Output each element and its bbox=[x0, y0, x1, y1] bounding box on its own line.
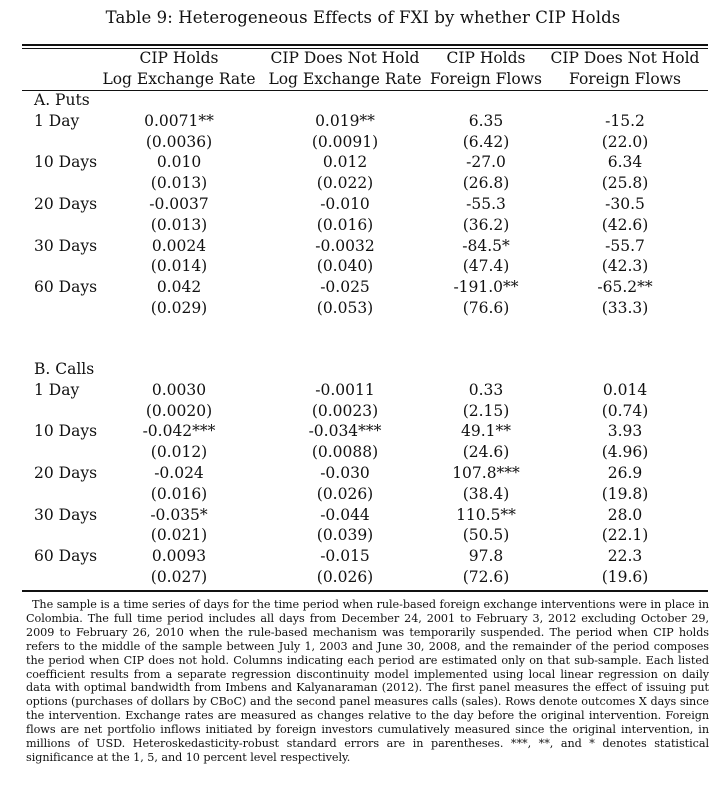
std-error-cell: (38.4) bbox=[462, 484, 510, 503]
estimate-cell: -0.0037 bbox=[149, 194, 209, 213]
std-error-row bbox=[22, 256, 708, 277]
std-error-cell: (47.4) bbox=[462, 257, 510, 276]
estimate-cell: -0.042*** bbox=[142, 422, 216, 441]
std-error-row bbox=[22, 215, 708, 236]
panel-title-row bbox=[22, 90, 708, 111]
estimate-row bbox=[22, 463, 708, 484]
std-error-cell: (76.6) bbox=[462, 298, 510, 317]
std-error-cell: (0.016) bbox=[150, 484, 208, 503]
estimate-cell: -55.3 bbox=[466, 194, 506, 213]
std-error-cell: (0.74) bbox=[601, 401, 649, 420]
estimate-cell: 3.93 bbox=[607, 422, 643, 441]
row-label: 60 Days bbox=[34, 278, 98, 297]
estimate-cell: 49.1** bbox=[460, 422, 511, 441]
estimate-cell: 28.0 bbox=[607, 505, 643, 524]
std-error-cell: (33.3) bbox=[601, 298, 649, 317]
panel-title-row bbox=[22, 359, 708, 380]
header-col-4-line-2: Foreign Flows bbox=[569, 69, 681, 88]
header-col-2-line-1: CIP Does Not Hold bbox=[270, 49, 420, 67]
estimate-cell: 6.34 bbox=[607, 153, 643, 172]
row-label: 30 Days bbox=[34, 236, 98, 255]
std-error-cell: (0.022) bbox=[316, 174, 374, 193]
estimate-cell: -27.0 bbox=[466, 153, 506, 172]
estimate-cell: 0.019** bbox=[315, 111, 375, 130]
estimate-cell: 0.012 bbox=[322, 153, 368, 172]
std-error-cell: (0.053) bbox=[316, 298, 374, 317]
estimate-row bbox=[22, 111, 708, 132]
estimate-cell: -0.0032 bbox=[315, 236, 375, 255]
estimate-cell: -0.010 bbox=[320, 194, 370, 213]
std-error-row bbox=[22, 173, 708, 194]
row-label: 10 Days bbox=[34, 422, 98, 441]
estimate-cell: -0.035* bbox=[150, 505, 208, 524]
std-error-cell: (0.0091) bbox=[311, 132, 379, 151]
std-error-cell: (0.040) bbox=[316, 257, 374, 276]
std-error-cell: (26.8) bbox=[462, 174, 510, 193]
std-error-row bbox=[22, 484, 708, 505]
std-error-row bbox=[22, 567, 708, 588]
std-error-cell: (0.021) bbox=[150, 526, 208, 545]
std-error-cell: (42.6) bbox=[601, 215, 649, 234]
row-label: 1 Day bbox=[34, 111, 80, 130]
estimate-row bbox=[22, 236, 708, 257]
estimate-row bbox=[22, 505, 708, 526]
std-error-cell: (0.014) bbox=[150, 257, 208, 276]
std-error-cell: (0.026) bbox=[316, 484, 374, 503]
estimate-row bbox=[22, 546, 708, 567]
std-error-row bbox=[22, 298, 708, 319]
header-col-1-line-2: Log Exchange Rate bbox=[102, 69, 256, 88]
estimate-cell: -15.2 bbox=[605, 111, 645, 130]
estimate-cell: -0.034*** bbox=[308, 422, 382, 441]
estimate-cell: -0.025 bbox=[320, 278, 370, 297]
header-col-3-line-2: Foreign Flows bbox=[430, 69, 542, 88]
estimate-cell: 0.0024 bbox=[151, 236, 207, 255]
estimate-cell: 0.042 bbox=[156, 278, 202, 297]
estimate-cell: -191.0** bbox=[453, 278, 519, 297]
estimate-row bbox=[22, 277, 708, 298]
panel-title: B. Calls bbox=[34, 360, 95, 378]
std-error-cell: (0.029) bbox=[150, 298, 208, 317]
row-label: 20 Days bbox=[34, 463, 98, 482]
table-notes: The sample is a time series of days for the time period when rule-based foreign exchange interventions were in place in Colombia. The full time period includes all days from December 24, 2001 to February 3, 2012 excluding October 29, 2009 to February 26, 2010 when the rule-based mechanism was temporarily suspended. The period when CIP holds refers to the middle of the sample between July 1, 2003 and June 30, 2008, and the remainder of the period composes the period when CIP does not hold. Columns indicating each period are estimated only on that sub-sample. Each listed coefficient results from a separate regression discontinuity model implemented using local linear regression on daily data with optimal bandwidth from Imbens and Kalyanaraman (2012). The first panel measures the effect of issuing put options (purchases of dollars by CBoC) and the second panel measures calls (sales). Rows denote outcomes X days since the intervention. Exchange rates are measured as changes relative to the day before the original intervention. Foreign flows are net portfolio inflows initiated by foreign investors cumulatively measured since the original intervention, in millions of USD. Heteroskedasticity-robust standard errors are in parentheses. ***, **, and * denotes statistical significance at the 1, 5, and 10 percent level respectively. bbox=[26, 598, 709, 764]
estimate-cell: 0.0030 bbox=[151, 380, 207, 399]
estimate-cell: 0.0071** bbox=[144, 111, 214, 130]
estimate-cell: 97.8 bbox=[468, 547, 504, 566]
estimate-cell: -0.0011 bbox=[315, 380, 375, 399]
std-error-cell: (2.15) bbox=[462, 401, 510, 420]
std-error-cell: (0.013) bbox=[150, 174, 208, 193]
std-error-cell: (36.2) bbox=[462, 215, 510, 234]
std-error-cell: (0.0020) bbox=[145, 401, 213, 420]
estimate-cell: -84.5* bbox=[462, 236, 510, 255]
estimate-row bbox=[22, 194, 708, 215]
std-error-row bbox=[22, 132, 708, 153]
estimate-cell: 0.0093 bbox=[151, 547, 207, 566]
std-error-cell: (0.027) bbox=[150, 567, 208, 586]
std-error-cell: (50.5) bbox=[462, 526, 510, 545]
panel-title: A. Puts bbox=[34, 91, 90, 109]
estimate-cell: 0.33 bbox=[468, 380, 504, 399]
row-label: 30 Days bbox=[34, 505, 98, 524]
estimate-cell: 0.010 bbox=[156, 153, 202, 172]
estimate-cell: 0.014 bbox=[602, 380, 648, 399]
estimate-cell: -0.024 bbox=[154, 463, 204, 482]
estimate-row bbox=[22, 421, 708, 442]
std-error-cell: (0.0088) bbox=[311, 443, 379, 462]
estimate-cell: -30.5 bbox=[605, 194, 645, 213]
header-row-2 bbox=[22, 69, 708, 90]
column-headers bbox=[22, 48, 708, 90]
std-error-cell: (42.3) bbox=[601, 257, 649, 276]
header-col-2-line-2: Log Exchange Rate bbox=[268, 69, 422, 88]
estimate-cell: -65.2** bbox=[597, 278, 653, 297]
std-error-cell: (0.012) bbox=[150, 443, 208, 462]
std-error-cell: (0.0036) bbox=[145, 132, 213, 151]
estimate-cell: -55.7 bbox=[605, 236, 645, 255]
estimate-cell: -0.015 bbox=[320, 547, 370, 566]
estimate-cell: 26.9 bbox=[607, 463, 643, 482]
row-label: 10 Days bbox=[34, 153, 98, 172]
std-error-cell: (25.8) bbox=[601, 174, 649, 193]
std-error-cell: (19.6) bbox=[601, 567, 649, 586]
std-error-cell: (19.8) bbox=[601, 484, 649, 503]
header-col-3-line-1: CIP Holds bbox=[446, 49, 526, 67]
panel-calls bbox=[22, 359, 708, 588]
std-error-row bbox=[22, 442, 708, 463]
std-error-cell: (0.016) bbox=[316, 215, 374, 234]
header-row-1 bbox=[22, 48, 708, 69]
table-caption: Table 9: Heterogeneous Effects of FXI by whether CIP Holds bbox=[105, 8, 621, 27]
std-error-cell: (6.42) bbox=[462, 132, 510, 151]
std-error-row bbox=[22, 525, 708, 546]
row-label: 60 Days bbox=[34, 547, 98, 566]
estimate-cell: 22.3 bbox=[607, 547, 643, 566]
std-error-cell: (72.6) bbox=[462, 567, 510, 586]
panel-puts bbox=[22, 90, 708, 319]
estimate-row bbox=[22, 152, 708, 173]
std-error-cell: (4.96) bbox=[601, 443, 649, 462]
std-error-cell: (22.1) bbox=[601, 526, 649, 545]
std-error-row bbox=[22, 401, 708, 422]
header-col-1-line-1: CIP Holds bbox=[139, 49, 219, 67]
row-label: 20 Days bbox=[34, 194, 98, 213]
header-col-4-line-1: CIP Does Not Hold bbox=[550, 49, 700, 67]
estimate-cell: -0.044 bbox=[320, 505, 370, 524]
estimate-cell: -0.030 bbox=[320, 463, 370, 482]
estimate-row bbox=[22, 380, 708, 401]
std-error-cell: (24.6) bbox=[462, 443, 510, 462]
top-rule bbox=[22, 44, 708, 46]
std-error-cell: (0.013) bbox=[150, 215, 208, 234]
std-error-cell: (0.026) bbox=[316, 567, 374, 586]
estimate-cell: 110.5** bbox=[456, 505, 516, 524]
row-label: 1 Day bbox=[34, 380, 80, 399]
estimate-cell: 107.8*** bbox=[452, 463, 520, 482]
std-error-cell: (22.0) bbox=[601, 132, 649, 151]
estimate-cell: 6.35 bbox=[468, 111, 504, 130]
std-error-cell: (0.039) bbox=[316, 526, 374, 545]
bottom-rule bbox=[22, 590, 708, 592]
std-error-cell: (0.0023) bbox=[311, 401, 379, 420]
